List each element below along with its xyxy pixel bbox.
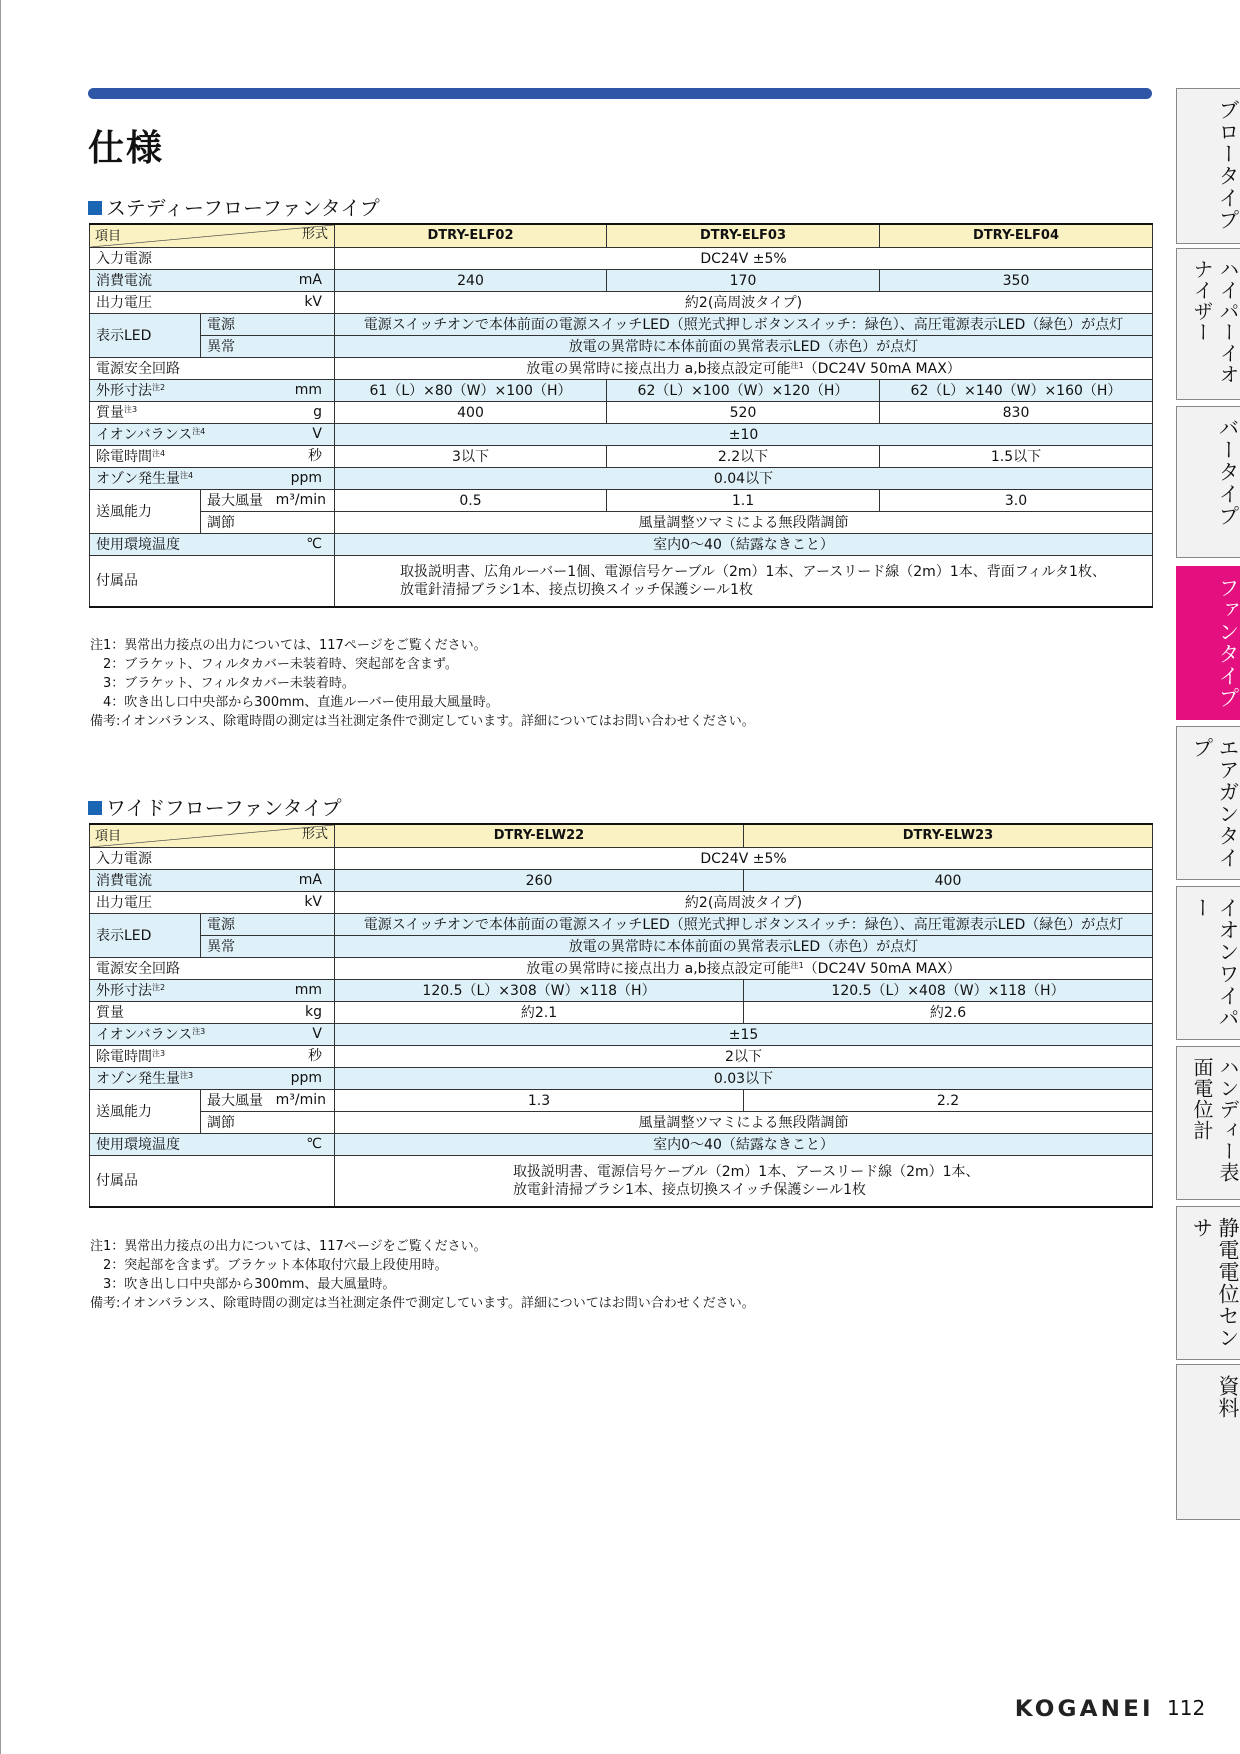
notes-steady-flow — [90, 636, 755, 731]
model-header: DTRY-ELF02 — [335, 224, 607, 248]
cell-value: ±10 — [335, 424, 1153, 446]
note-line: 2：突起部を含まず。ブラケット本体取付穴最上段使用時。 — [90, 1258, 448, 1273]
row-label: 外形寸法$^{注2}$ mm — [90, 980, 335, 1002]
cell-value: 放電の異常時に本体前面の異常表示LED（赤色）が点灯 — [335, 936, 1153, 958]
corner-cell: 形式 項目 — [90, 224, 335, 248]
page-title: 仕様 — [88, 128, 165, 169]
page-number: 112 — [1167, 1696, 1206, 1720]
cell-value: 62（L）×100（W）×120（H） — [607, 380, 880, 402]
table-row — [90, 1156, 1153, 1208]
spec-table-steady-flow — [89, 223, 1153, 608]
row-label: 表示LED — [90, 914, 201, 958]
cell-value: 3以下 — [335, 446, 607, 468]
row-label: 電源安全回路 — [90, 958, 335, 980]
square-bullet-icon — [88, 801, 102, 815]
tab-air-gun-type[interactable]: エアガンタイプ — [1176, 726, 1240, 880]
row-label: 出力電圧 kV — [90, 892, 335, 914]
row-label: 使用環境温度 ℃ — [90, 1134, 335, 1156]
sub-label: 異常 — [201, 936, 335, 958]
cell-value: 0.5 — [335, 490, 607, 512]
cell-value: 風量調整ツマミによる無段階調節 — [335, 1112, 1153, 1134]
table-row — [90, 1046, 1153, 1068]
cell-value: 0.04以下 — [335, 468, 1153, 490]
table-row — [90, 248, 1153, 270]
model-header: DTRY-ELW23 — [744, 824, 1153, 848]
table-row — [90, 1002, 1153, 1024]
tab-handy-surface-meter[interactable]: ハンディー表面電位計 — [1176, 1046, 1240, 1200]
cell-value: 放電の異常時に本体前面の異常表示LED（赤色）が点灯 — [335, 336, 1153, 358]
cell-value: DC24V ±5% — [335, 848, 1153, 870]
row-label: オゾン発生量$^{注4}$ ppm — [90, 468, 335, 490]
table-row — [90, 468, 1153, 490]
table-row — [90, 358, 1153, 380]
row-label: イオンバランス$^{注3}$ V — [90, 1024, 335, 1046]
row-label: 質量$^{注3}$ g — [90, 402, 335, 424]
note-line: 4：吹き出し口中央部から300mm、直進ルーバー使用最大風量時。 — [90, 695, 499, 710]
row-label: 表示LED — [90, 314, 201, 358]
cell-value: 2.2以下 — [607, 446, 880, 468]
row-label: 付属品 — [90, 1156, 335, 1208]
cell-value: 約2(高周波タイプ) — [335, 292, 1153, 314]
cell-value: 約2.1 — [335, 1002, 744, 1024]
table-row — [90, 914, 1153, 936]
cell-value: 1.5以下 — [880, 446, 1153, 468]
cell-value: 電源スイッチオンで本体前面の電源スイッチLED（照光式押しボタンスイッチ：緑色）、高圧電源表示LED（緑色）が点灯 — [335, 314, 1153, 336]
model-header: DTRY-ELF04 — [880, 224, 1153, 248]
model-header: DTRY-ELF03 — [607, 224, 880, 248]
cell-value: 61（L）×80（W）×100（H） — [335, 380, 607, 402]
tab-electrostatic-sensor[interactable]: 静電電位センサ — [1176, 1206, 1240, 1360]
brand-logo: KOGANEI — [1014, 1697, 1154, 1722]
table-row — [90, 402, 1153, 424]
cell-value: 170 — [607, 270, 880, 292]
cell-value: 約2.6 — [744, 1002, 1153, 1024]
sub-label: 電源 — [201, 914, 335, 936]
table-row — [90, 512, 1153, 534]
table-header-row — [90, 824, 1153, 848]
row-label: 外形寸法$^{注2}$ mm — [90, 380, 335, 402]
row-label: 除電時間$^{注4}$ 秒 — [90, 446, 335, 468]
row-label: 出力電圧 kV — [90, 292, 335, 314]
tab-bar-type[interactable]: バータイプ — [1176, 406, 1240, 558]
table-row — [90, 556, 1153, 608]
note-line: 備考:イオンバランス、除電時間の測定は当社測定条件で測定しています。詳細についてはお問い合わせください。 — [90, 1296, 755, 1311]
row-label: 送風能力 — [90, 1090, 201, 1134]
table-row — [90, 870, 1153, 892]
cell-value: 放電の異常時に接点出力 a,b接点設定可能$^{注1}$（DC24V 50mA MAX） — [335, 958, 1153, 980]
notes-wide-flow — [90, 1237, 755, 1313]
cell-value: 120.5（L）×408（W）×118（H） — [744, 980, 1153, 1002]
note-line: 備考:イオンバランス、除電時間の測定は当社測定条件で測定しています。詳細についてはお問い合わせください。 — [90, 714, 755, 729]
cell-value: 取扱説明書、広角ルーバー1個、電源信号ケーブル（2m）1本、アースリード線（2m）1本、背面フィルタ1枚、 放電針清掃ブラシ1本、接点切換スイッチ保護シール1枚 — [335, 556, 1153, 608]
sub-label: 最大風量 m³/min — [201, 1090, 335, 1112]
cell-value: 放電の異常時に接点出力 a,b接点設定可能$^{注1}$（DC24V 50mA MAX） — [335, 358, 1153, 380]
cell-value: 350 — [880, 270, 1153, 292]
cell-value: 約2(高周波タイプ) — [335, 892, 1153, 914]
row-label: 使用環境温度 ℃ — [90, 534, 335, 556]
cell-value: 400 — [335, 402, 607, 424]
cell-value: 520 — [607, 402, 880, 424]
table-row — [90, 1090, 1153, 1112]
cell-value: 電源スイッチオンで本体前面の電源スイッチLED（照光式押しボタンスイッチ：緑色）、高圧電源表示LED（緑色）が点灯 — [335, 914, 1153, 936]
note-line: 注1：異常出力接点の出力については、117ページをご覧ください。 — [90, 638, 487, 653]
row-label: 電源安全回路 — [90, 358, 335, 380]
cell-value: 室内0～40（結露なきこと） — [335, 1134, 1153, 1156]
tab-blow-type[interactable]: ブロータイプ — [1176, 88, 1240, 244]
table-row — [90, 424, 1153, 446]
table-row — [90, 270, 1153, 292]
section-heading-steady-flow: ステディーフローファンタイプ — [88, 192, 380, 221]
table-row — [90, 336, 1153, 358]
cell-value: 2.2 — [744, 1090, 1153, 1112]
row-label: イオンバランス$^{注4}$ V — [90, 424, 335, 446]
row-label: 除電時間$^{注3}$ 秒 — [90, 1046, 335, 1068]
table-row — [90, 936, 1153, 958]
table-row — [90, 848, 1153, 870]
cell-value: 風量調整ツマミによる無段階調節 — [335, 512, 1153, 534]
table-row — [90, 446, 1153, 468]
note-line: 2：ブラケット、フィルタカバー未装着時、突起部を含まず。 — [90, 657, 458, 672]
row-label: 消費電流 mA — [90, 270, 335, 292]
row-label: 入力電源 — [90, 848, 335, 870]
cell-value: 400 — [744, 870, 1153, 892]
row-label: 質量 kg — [90, 1002, 335, 1024]
table-row — [90, 1068, 1153, 1090]
row-label: 付属品 — [90, 556, 335, 608]
sub-label: 最大風量 m³/min — [201, 490, 335, 512]
spec-table-wide-flow — [89, 823, 1153, 1208]
cell-value: 240 — [335, 270, 607, 292]
tab-fan-type[interactable]: ファンタイプ — [1176, 566, 1240, 720]
table-row — [90, 1024, 1153, 1046]
note-line: 注1：異常出力接点の出力については、117ページをご覧ください。 — [90, 1239, 487, 1254]
row-label: 入力電源 — [90, 248, 335, 270]
table-row — [90, 534, 1153, 556]
cell-value: 1.3 — [335, 1090, 744, 1112]
row-label: 送風能力 — [90, 490, 201, 534]
sub-label: 電源 — [201, 314, 335, 336]
model-header: DTRY-ELW22 — [335, 824, 744, 848]
table-row — [90, 980, 1153, 1002]
cell-value: 2以下 — [335, 1046, 1153, 1068]
cell-value: 室内0～40（結露なきこと） — [335, 534, 1153, 556]
note-line: 3：吹き出し口中央部から300mm、最大風量時。 — [90, 1277, 396, 1292]
section-heading-wide-flow: ワイドフローファンタイプ — [88, 792, 342, 821]
cell-value: 120.5（L）×308（W）×118（H） — [335, 980, 744, 1002]
note-line: 3：ブラケット、フィルタカバー未装着時。 — [90, 676, 355, 691]
cell-value: 260 — [335, 870, 744, 892]
header-bar — [88, 88, 1152, 99]
cell-value: 取扱説明書、電源信号ケーブル（2m）1本、アースリード線（2m）1本、 放電針清掃ブラシ1本、接点切換スイッチ保護シール1枚 — [335, 1156, 1153, 1208]
cell-value: 1.1 — [607, 490, 880, 512]
table-row — [90, 490, 1153, 512]
cell-value: 62（L）×140（W）×160（H） — [880, 380, 1153, 402]
sub-label: 調節 — [201, 1112, 335, 1134]
corner-cell: 形式 項目 — [90, 824, 335, 848]
square-bullet-icon — [88, 201, 102, 215]
table-header-row — [90, 224, 1153, 248]
table-row — [90, 958, 1153, 980]
cell-value: 0.03以下 — [335, 1068, 1153, 1090]
sub-label: 異常 — [201, 336, 335, 358]
table-row — [90, 292, 1153, 314]
cell-value: ±15 — [335, 1024, 1153, 1046]
row-label: オゾン発生量$^{注3}$ ppm — [90, 1068, 335, 1090]
tab-hyper-ionizer[interactable]: ハイパーイオナイザー — [1176, 248, 1240, 400]
tab-ion-wiper[interactable]: イオンワイパー — [1176, 886, 1240, 1040]
table-row — [90, 1112, 1153, 1134]
cell-value: DC24V ±5% — [335, 248, 1153, 270]
row-label: 消費電流 mA — [90, 870, 335, 892]
cell-value: 3.0 — [880, 490, 1153, 512]
page-border — [0, 0, 1, 1754]
cell-value: 830 — [880, 402, 1153, 424]
table-row — [90, 1134, 1153, 1156]
table-row — [90, 892, 1153, 914]
table-row — [90, 314, 1153, 336]
tab-reference-materials[interactable]: 資料 — [1176, 1364, 1240, 1520]
sub-label: 調節 — [201, 512, 335, 534]
table-row — [90, 380, 1153, 402]
